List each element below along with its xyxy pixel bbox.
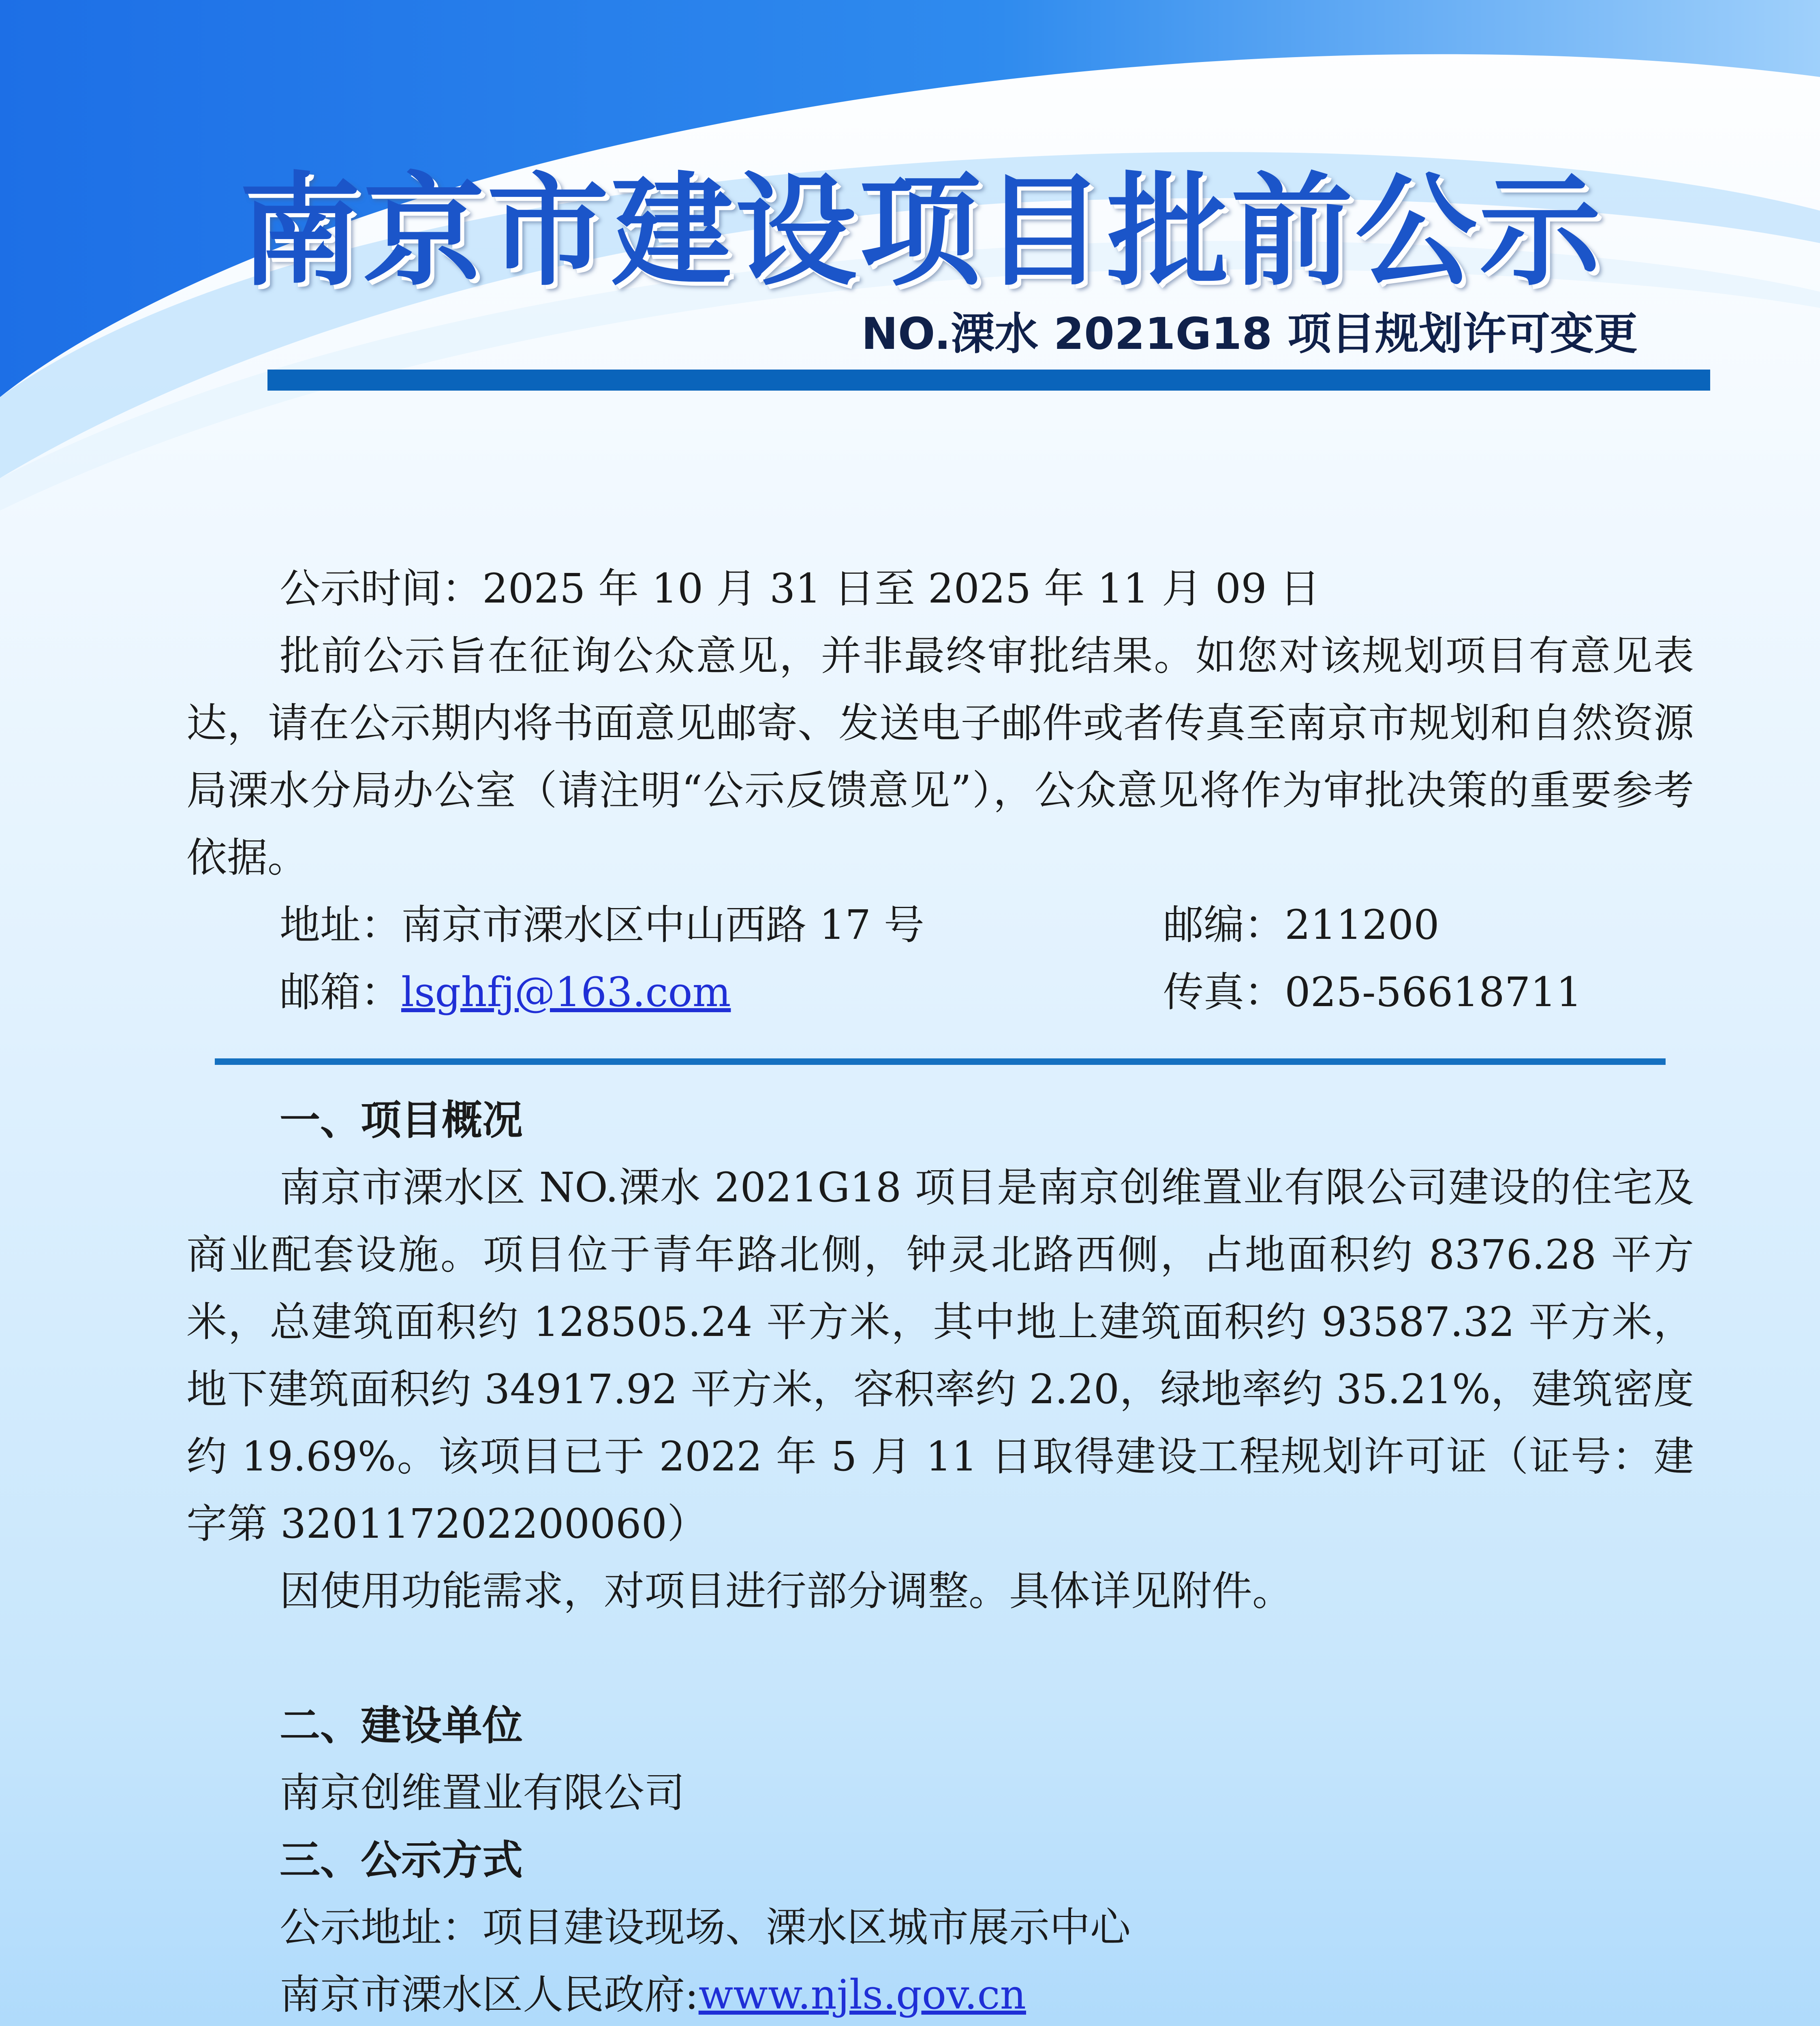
section-1-heading: 一、项目概况 xyxy=(280,1096,523,1144)
notice-period: 公示时间：2025 年 10 月 31 日至 2025 年 11 月 09 日 xyxy=(280,565,1320,612)
publicity-location: 公示地址：项目建设现场、溧水区城市展示中心 xyxy=(280,1904,1131,1951)
section-2-heading: 二、建设单位 xyxy=(280,1702,523,1749)
section-divider xyxy=(215,1058,1666,1065)
contact-row-2 xyxy=(186,959,1694,1026)
construction-unit: 南京创维置业有限公司 xyxy=(280,1769,685,1817)
spacer xyxy=(186,1625,1694,1692)
title-underline xyxy=(267,370,1710,391)
email-link[interactable]: lsghfj@163.com xyxy=(401,968,731,1016)
website-link[interactable]: www.njls.gov.cn xyxy=(698,1971,1026,2018)
government-website xyxy=(186,1961,1694,2026)
contact-postcode: 邮编：211200 xyxy=(1163,901,1439,949)
email-label: 邮箱： xyxy=(280,968,401,1016)
notice-intro: 批前公示旨在征询公众意见，并非最终审批结果。如您对该规划项目有意见表达，请在公示期内将书面意见邮寄、发送电子邮件或者传真至南京市规划和自然资源局溧水分局办公室（请注明“公示反馈意见”），公众意见将作为审批决策的重要参考依据。 xyxy=(186,632,1694,881)
contact-address: 地址：南京市溧水区中山西路 17 号 xyxy=(280,901,924,949)
project-subtitle: NO.溧水 2021G18 项目规划许可变更 xyxy=(861,309,1638,359)
section-3-heading: 三、公示方式 xyxy=(280,1836,523,1884)
adjustment-note: 因使用功能需求，对项目进行部分调整。具体详见附件。 xyxy=(280,1567,1293,1615)
website-label: 南京市溧水区人民政府: xyxy=(280,1971,699,2018)
page-title: 南京市建设项目批前公示 xyxy=(239,159,1603,302)
contact-fax: 传真：025-56618711 xyxy=(1163,968,1582,1016)
contact-row-1 xyxy=(186,891,1694,959)
project-overview: 南京市溧水区 NO.溧水 2021G18 项目是南京创维置业有限公司建设的住宅及商业配套设施。项目位于青年路北侧，钟灵北路西侧，占地面积约 8376.28 平方米，总建筑面积约 128505.24 平方米，其中地上建筑面积约 93587.32 平方米，地下建筑面积约 34917.92 平方米，容积率约 2.20，绿地率约 35.21%，建筑密度约 19.69%。该项目已于 2022 年 5 月 11 日取得建设工程规划许可证（证号：建字第 320117202200060） xyxy=(186,1164,1694,1547)
notice-body xyxy=(186,555,1694,2026)
contact-email xyxy=(280,959,1163,1026)
